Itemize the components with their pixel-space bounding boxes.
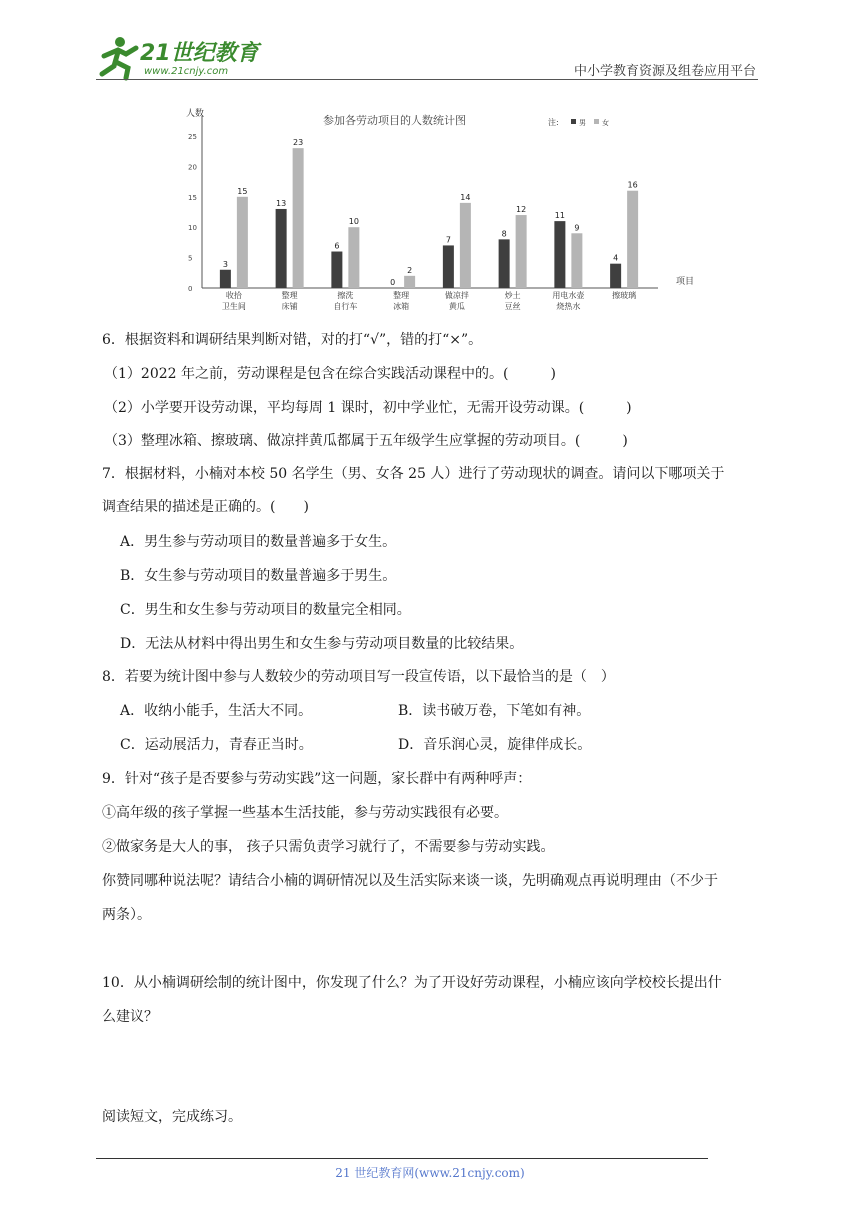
bar-female xyxy=(627,191,638,288)
question-7-option-a: A．男生参与劳动项目的数量普遍多于女生。 xyxy=(120,534,397,550)
bar-male xyxy=(220,270,231,288)
x-tick-label: 烧热水 xyxy=(556,302,581,311)
header-platform-name: 中小学教育资源及组卷应用平台 xyxy=(573,64,756,79)
bar-value-label: 8 xyxy=(501,229,507,239)
bar-value-label: 11 xyxy=(554,211,565,221)
bar-value-label: 6 xyxy=(334,241,340,251)
bar-male xyxy=(276,209,287,288)
bar-male xyxy=(331,252,342,288)
site-logo xyxy=(96,34,266,82)
legend-swatch-female xyxy=(594,119,599,124)
bar-female xyxy=(460,203,471,288)
question-7-option-d: D．无法从材料中得出男生和女生参与劳动项目数量的比较结果。 xyxy=(120,636,524,652)
question-6-2: （2）小学要开设劳动课，平均每周 1 课时，初中学业忙，无需开设劳动课。( ) xyxy=(104,400,632,416)
x-tick-label: 用电水壶 xyxy=(552,291,585,300)
question-9-view-2: ②做家务是大人的事， 孩子只需负责学习就行了，不需要参与劳动实践。 xyxy=(102,839,555,855)
logo-text: 21世纪教育 xyxy=(140,41,259,66)
bar-value-label: 12 xyxy=(516,205,527,215)
question-7-option-b: B．女生参与劳动项目的数量普遍多于男生。 xyxy=(120,568,397,584)
chart-title: 参加各劳动项目的人数统计图 xyxy=(323,114,466,127)
bar-male xyxy=(554,221,565,288)
bar-value-label: 15 xyxy=(237,186,248,196)
question-9-view-1: ①高年级的孩子掌握一些基本生活技能，参与劳动实践很有必要。 xyxy=(102,805,508,821)
question-10-line2: 么建议？ xyxy=(102,1009,158,1025)
x-tick-label: 擦洗 xyxy=(337,291,354,300)
logo-url: www.21cnjy.com xyxy=(144,66,229,77)
y-tick-label: 25 xyxy=(188,133,197,141)
bar-female xyxy=(571,233,582,288)
legend-label-female: 女 xyxy=(602,119,609,127)
x-tick-label: 卫生间 xyxy=(221,302,246,311)
bar-value-label: 3 xyxy=(222,259,228,269)
question-6: 6．根据资料和调研结果判断对错，对的打“√”，错的打“×”。 xyxy=(102,332,483,348)
x-tick-label: 冰箱 xyxy=(393,302,410,311)
x-tick-label: 做凉拌 xyxy=(444,291,469,300)
bar-value-label: 7 xyxy=(445,235,451,245)
bar-value-label: 16 xyxy=(627,180,638,190)
x-tick-label: 豆丝 xyxy=(504,302,521,311)
y-tick-label: 0 xyxy=(188,285,193,293)
chart-legend-prefix: 注: xyxy=(548,118,559,127)
header-divider xyxy=(96,79,758,80)
question-7-line2: 调查结果的描述是正确的。( ) xyxy=(102,499,309,515)
bar-female xyxy=(237,197,248,288)
y-tick-label: 15 xyxy=(188,193,197,202)
y-tick-label: 5 xyxy=(188,254,193,263)
question-9: 9．针对“孩子是否要参与劳动实践”这一问题，家长群中有两种呼声： xyxy=(102,771,532,787)
footer-divider xyxy=(96,1158,708,1159)
question-8-option-c: C．运动展活力，青春正当时。 xyxy=(120,737,313,753)
legend-swatch-male xyxy=(571,119,576,124)
bar-female xyxy=(293,148,304,288)
question-10-line1: 10．从小楠调研绘制的统计图中，你发现了什么？为了开设好劳动课程，小楠应该向学校校长提出什 xyxy=(102,975,722,991)
bar-female xyxy=(516,215,527,288)
bar-value-label: 23 xyxy=(293,138,304,148)
question-7-option-c: C．男生和女生参与劳动项目的数量完全相同。 xyxy=(120,602,411,618)
question-8-option-a: A．收纳小能手，生活大不同。 xyxy=(120,703,313,719)
x-tick-label: 炒土 xyxy=(504,291,521,300)
bar-male xyxy=(610,264,621,288)
question-6-3: （3）整理冰箱、擦玻璃、做凉拌黄瓜都属于五年级学生应掌握的劳动项目。( ) xyxy=(104,433,628,449)
bar-value-label: 2 xyxy=(407,265,413,275)
question-9-prompt-line1: 你赞同哪种说法呢？请结合小楠的调研情况以及生活实际来谈一谈，先明确观点再说明理由（不少于 xyxy=(102,873,718,889)
x-tick-label: 整理 xyxy=(281,291,298,300)
x-tick-label: 擦玻璃 xyxy=(612,291,637,300)
y-tick-label: 20 xyxy=(188,163,197,172)
bar-male xyxy=(443,245,454,288)
bar-value-label: 10 xyxy=(348,217,359,227)
bar-female xyxy=(404,276,415,288)
bar-value-label: 9 xyxy=(574,223,580,233)
reading-instruction: 阅读短文，完成练习。 xyxy=(102,1109,242,1125)
bar-value-label: 13 xyxy=(276,198,287,208)
x-tick-label: 收拾 xyxy=(225,291,242,300)
y-tick-label: 10 xyxy=(188,224,197,233)
chart-x-axis-label: 项目 xyxy=(676,277,695,287)
bar-female xyxy=(348,227,359,288)
bar-chart xyxy=(168,104,708,324)
x-tick-label: 黄瓜 xyxy=(448,302,465,311)
bar-male xyxy=(499,239,510,288)
question-6-1: （1）2022 年之前，劳动课程是包含在综合实践活动课程中的。( ) xyxy=(104,366,556,382)
x-tick-label: 自行车 xyxy=(333,302,358,311)
question-8-option-d: D．音乐润心灵，旋律伴成长。 xyxy=(398,737,592,753)
legend-label-male: 男 xyxy=(579,119,586,127)
footer-text: 21 世纪教育网(www.21cnjy.com) xyxy=(335,1166,525,1180)
chart-y-axis-label: 人数 xyxy=(186,109,205,119)
question-8: 8．若要为统计图中参与人数较少的劳动项目写一段宣传语，以下最恰当的是（ ） xyxy=(102,669,615,685)
question-7-line1: 7．根据材料，小楠对本校 50 名学生（男、女各 25 人）进行了劳动现状的调查。请问以下哪项关于 xyxy=(102,466,725,482)
x-tick-label: 床铺 xyxy=(281,302,298,311)
bar-value-label: 14 xyxy=(460,192,471,202)
question-8-option-b: B．读书破万卷，下笔如有神。 xyxy=(398,703,591,719)
bar-value-label: 4 xyxy=(613,253,619,263)
runner-icon xyxy=(102,37,136,78)
x-tick-label: 整理 xyxy=(393,291,410,300)
bar-value-label: 0 xyxy=(390,278,396,287)
question-9-prompt-line2: 两条）。 xyxy=(102,907,151,923)
